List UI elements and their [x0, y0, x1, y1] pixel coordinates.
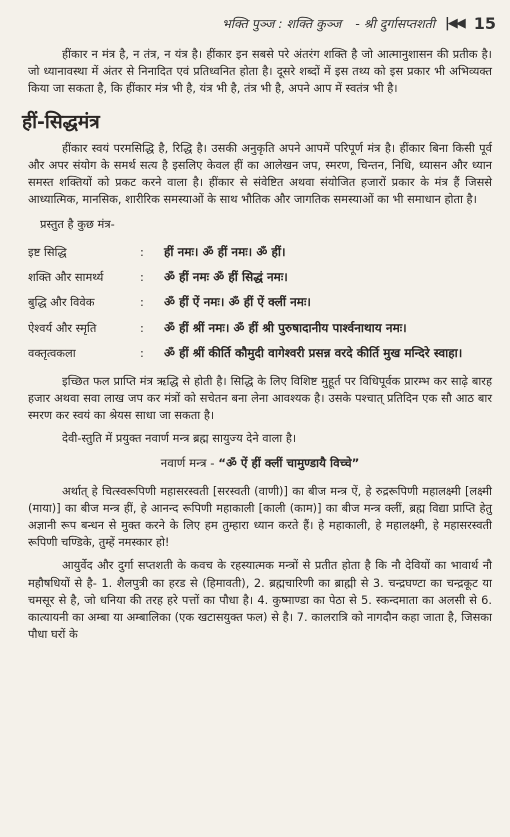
mantra-colon: : [140, 346, 144, 361]
mantra-label: ऐश्वर्य और स्मृति [28, 320, 97, 335]
paragraph-arthat: अर्थात् हे चित्स्वरूपिणी महासरस्वती [सरस्वती (वाणी)] का बीज मन्त्र ऐं, हे रुद्ररूपिणी महालक्ष्मी [लक्ष्मी (माया)] का बीज मन्त्र हीं, हे आनन्द रूपिणी महाकाली [काली (काम)] का बीज मन्त्र क्लीं, ब्रह्म विद्या प्राप्ति हेतु अज्ञानी रूप बन्धन से मुक्त करने के लिए हम तुम्हारा ध्यान करते हैं। हे महाकाली, हे महालक्ष्मी, हे महासरस्वती रूपिणी चण्डिके, तुम्हें नमस्कार हो! [28, 483, 492, 550]
mantra-row [28, 240, 492, 265]
mantra-text: ॐ हीं ऐं नमः। ॐ हीं ऐं क्लीं नमः। [164, 295, 311, 310]
mantra-colon: : [140, 270, 144, 285]
mantra-colon: : [140, 320, 144, 335]
mantra-row [28, 290, 492, 315]
mantra-row [28, 341, 492, 366]
header-section-title: - श्री दुर्गासप्तशती [355, 15, 435, 31]
mantra-intro: प्रस्तुत है कुछ मंत्र- [40, 217, 115, 232]
navarna-mantra [28, 455, 492, 472]
mantra-text: ॐ हीं नमः ॐ हीं सिद्धं नमः। [164, 270, 288, 285]
navarna-label: नवार्ण मन्त्र - [160, 456, 215, 471]
mantra-row [28, 316, 492, 341]
header-book-title: भक्ति पुञ्ज : शक्ति कुञ्ज [221, 15, 342, 31]
mantra-text: हीं नमः। ॐ हीं नमः। ॐ हीं। [164, 244, 286, 259]
paragraph-devi-stuti: देवी-स्तुति में प्रयुक्त नवार्ण मन्त्र ब्रह्म सायुज्य देने वाला है। [62, 431, 297, 446]
paragraph-ichchhit: इच्छित फल प्राप्ति मंत्र ऋद्धि से होती है। सिद्धि के लिए विशिष्ट मुहूर्त पर विधिपूर्वक प्रारम्भ कर साढ़े बारह हजार अथवा सवा लाख जप कर मंत्रों को सचेतन बना लेना आवश्यक है। उसके पश्चात् प्रतिदिन एक सौ आठ बार स्मरण कर स्वयं का श्रेयस साधा जा सकता है। [28, 373, 492, 423]
paragraph-hrinkar: हींकार न मंत्र है, न तंत्र, न यंत्र है। हींकार इन सबसे परे अंतरंग शक्ति है जो आत्मानुशासन की प्रतीक है। जो ध्यानावस्था में अंतर से निनादित एवं प्रतिध्वनित होता है। दूसरे शब्दों में इस तथ्य को इस प्रकार भी अभिव्यक्त किया जा सकता है, कि हींकार मंत्र भी है, यंत्र भी है, तंत्र भी है, अपने आप में स्वतंत्र भी है। [28, 47, 492, 96]
page-number: 15 [473, 13, 496, 33]
section-heading: हीं-सिद्धमंत्र [22, 110, 100, 133]
paragraph-siddh: हींकार स्वयं परमसिद्धि है, रिद्धि है। उसकी अनुकृति अपने आपमें परिपूर्ण मंत्र है। हींकार बिना किसी पूर्व और अपर संयोग के समर्थ सत्य है इसलिए केवल हीं का आलेखन जप, स्मरण, चिन्तन, निधि, ध्यासन और ध्यान समस्त शक्तियों को प्रकट करने वाला है। हींकार से संवेष्टित अथवा संयोजित हजारों प्रकार के मंत्र हैं जिससे आध्यात्मिक, मानसिक, शारीरिक समस्याओं के साथ भौतिक और जागतिक समस्याओं का भी समाधान होता है। [28, 140, 492, 207]
mantra-label: बुद्धि और विवेक [28, 295, 95, 310]
mantra-colon: : [140, 295, 144, 310]
navarna-text: “ॐ ऐं हीं क्लीं चामुण्डायै विच्चे” [218, 456, 360, 471]
mantra-row [28, 265, 492, 290]
page-header [0, 8, 496, 38]
mantra-colon: : [140, 244, 144, 259]
mantra-text: ॐ हीं श्रीं नमः। ॐ हीं श्री पुरुषादानीय पार्श्वनाथाय नमः। [164, 320, 407, 335]
mantra-label: इष्ट सिद्धि [28, 244, 67, 259]
page-content [22, 46, 492, 646]
header-marker-icon: |◀◀ [444, 15, 464, 31]
mantra-text: ॐ हीं श्रीं कीर्ति कौमुदी वागेश्वरी प्रसन्न वरदे कीर्ति मुख मन्दिरे स्वाहा। [164, 346, 463, 361]
mantra-label: शक्ति और सामर्थ्य [28, 270, 104, 285]
paragraph-ayurved: आयुर्वेद और दुर्गा सप्तशती के कवच के रहस्यात्मक मन्त्रों से प्रतीत होता है कि नौ देवियों का भावार्थ नौ महौषधियों से है- 1. शैलपुत्री का हरड से (हिमावती), 2. ब्रह्मचारिणी का ब्राह्मी से 3. चन्द्रघण्टा का चन्द्रकूट या चमसूर से है, जो धनिया की तरह हरे पत्तों का पौधा है। 4. कुष्माण्डा का पेठा से 5. स्कन्दमाता का अलसी से 6. कात्यायनी का अम्बा या अम्बालिका (एक खटासयुक्त फल) से है। 7. कालरात्रि को नागदौन कहा जाता है, जिसका पौधा घरों के [28, 558, 492, 642]
mantra-table [28, 240, 492, 367]
mantra-label: वक्तृत्वकला [28, 346, 76, 361]
